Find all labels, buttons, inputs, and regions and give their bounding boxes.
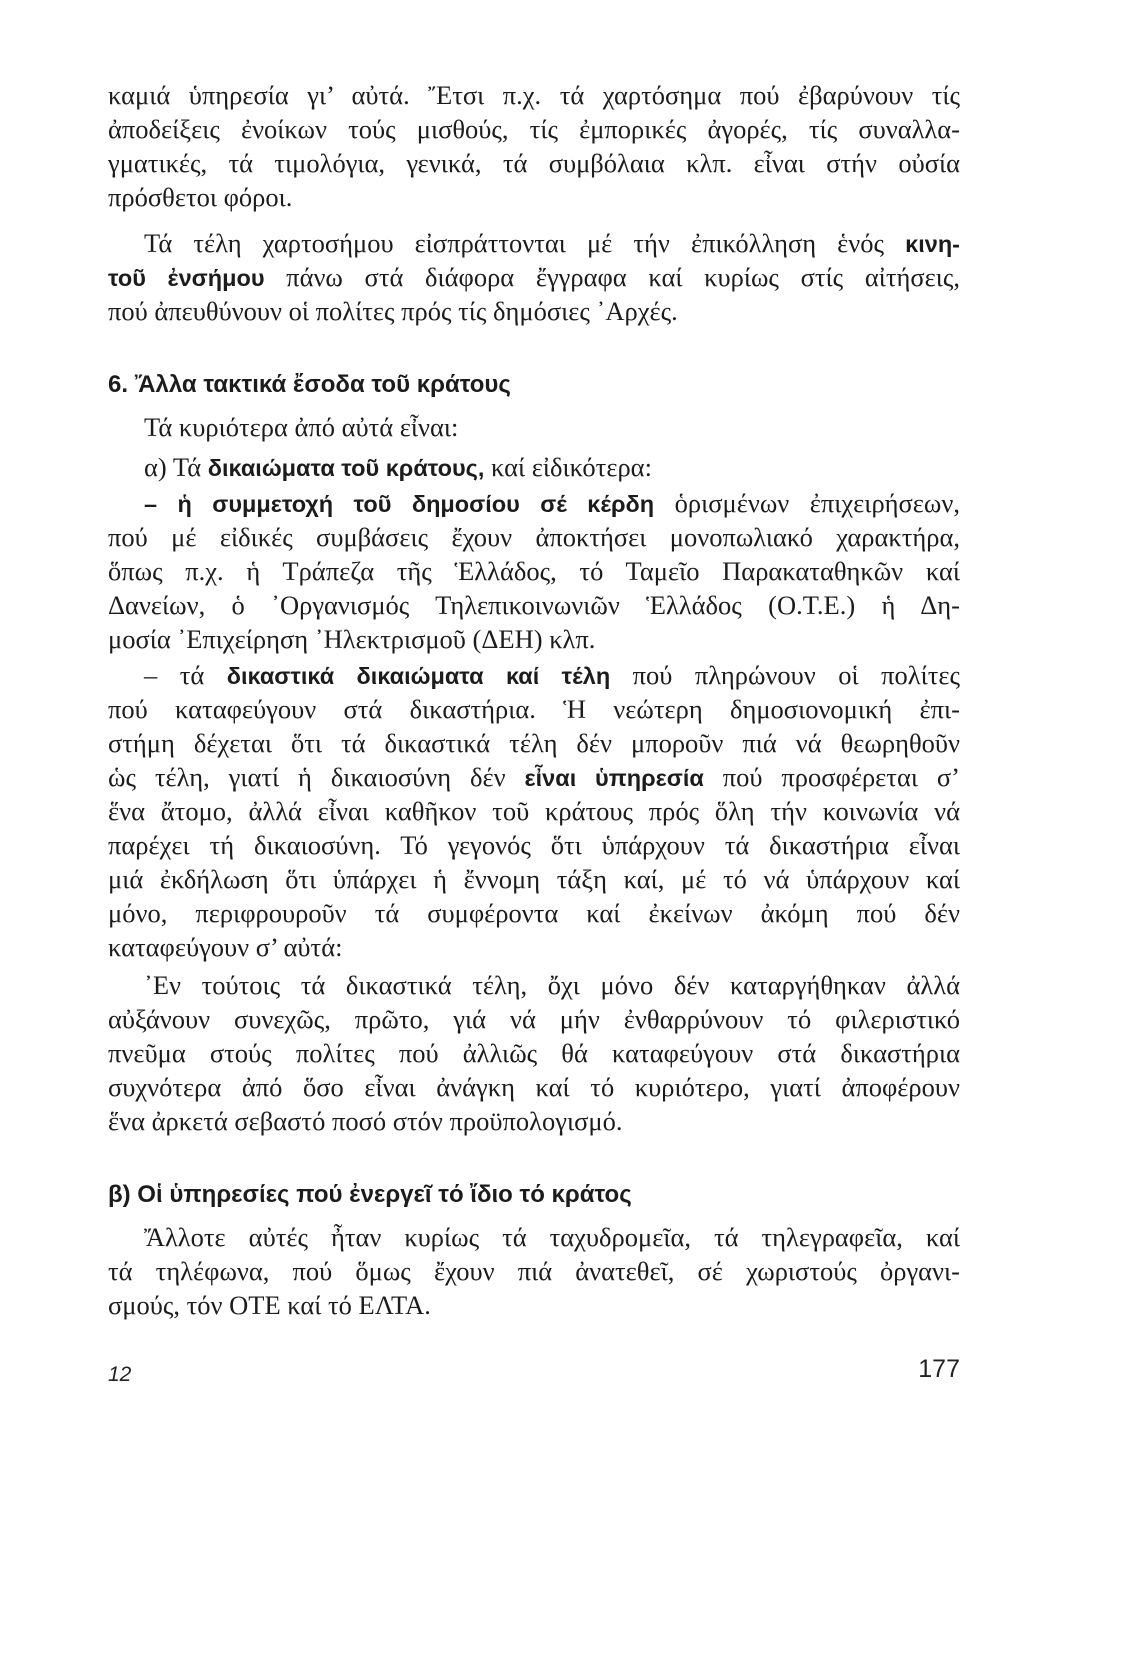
text-run: ὁρισμένων ἐπιχειρήσεων,: [654, 488, 960, 518]
text-line: [108, 486, 960, 520]
section-heading: β) Οἱ ὑπηρεσίες πού ἐνεργεῖ τό ἴδιο τό κράτος: [108, 1181, 632, 1208]
bold-term: κινη-: [905, 231, 961, 257]
text-line: καταφεύγουν σ’ αὐτά:: [108, 932, 343, 962]
text-run: α) Τά: [144, 452, 208, 482]
text-line: ἀποδείξεις ἐνοίκων τούς μισθούς, τίς ἐμπορικές ἀγορές, τίς συναλλα-: [108, 114, 960, 144]
text-line: πρόσθετοι φόροι.: [108, 182, 293, 212]
bold-term: – ἡ συμμετοχή τοῦ δημοσίου σέ κέρδη: [144, 491, 655, 517]
text-run: Τά τέλη χαρτοσήμου εἰσπράττονται μέ τήν ἐπικόλληση ἑνός: [144, 228, 885, 258]
text-line: Ἄλλοτε αὐτές ἦταν κυρίως τά ταχυδρομεῖα, τά τηλεγραφεῖα, καί: [144, 1222, 960, 1252]
text-line: παρέχει τή δικαιοσύνη. Τό γεγονός ὅτι ὑπάρχουν τά δικαστήρια εἶναι: [108, 830, 960, 860]
text-run: καί εἰδικότερα:: [484, 452, 652, 482]
text-line: [108, 658, 960, 692]
text-line: Τά κυριότερα ἀπό αὐτά εἶναι:: [144, 412, 459, 442]
page-signature-number: 12: [108, 1363, 132, 1386]
text-line: πού καταφεύγουν στά δικαστήρια. Ἡ νεώτερη δημοσιονομική ἐπι-: [108, 694, 960, 724]
text-line: αὐξάνουν συνεχῶς, πρῶτο, γιά νά μήν ἐνθαρρύνουν τό φιλεριστικό: [108, 1004, 960, 1034]
bold-term: δικαιώματα τοῦ κράτους,: [207, 455, 485, 481]
text-line: Δανείων, ὁ ᾿Οργανισμός Τηλεπικοινωνιῶν Ἑλλάδος (Ο.Τ.Ε.) ἡ Δη-: [108, 590, 960, 620]
text-line: [108, 760, 960, 794]
text-line: [108, 226, 960, 260]
section-heading: 6. Ἄλλα τακτικά ἔσοδα τοῦ κράτους: [108, 371, 511, 398]
text-run: πού προσφέρεται σ’: [703, 762, 960, 792]
text-line: ἕνα ἀρκετά σεβαστό ποσό στόν προϋπολογισμό.: [108, 1106, 623, 1136]
page-number: 177: [918, 1355, 960, 1383]
page-text: [108, 78, 960, 1678]
text-run: πάνω στά διάφορα ἔγγραφα καί κυρίως στίς αἰτήσεις,: [264, 262, 960, 292]
text-line: μόνο, περιφρουροῦν τά συμφέροντα καί ἐκείνων ἀκόμη πού δέν: [108, 898, 960, 928]
text-line: μιά ἐκδήλωση ὅτι ὑπάρχει ἡ ἔννομη τάξη καί, μέ τό νά ὑπάρχουν καί: [108, 864, 960, 894]
text-line: πνεῦμα στούς πολίτες πού ἀλλιῶς θά καταφεύγουν στά δικαστήρια: [108, 1038, 960, 1068]
text-line: ἕνα ἄτομο, ἀλλά εἶναι καθῆκον τοῦ κράτους πρός ὅλη τήν κοινωνία νά: [108, 796, 960, 826]
text-run: πού πληρώνουν οἱ πολίτες: [610, 660, 960, 690]
text-line: τά τηλέφωνα, πού ὅμως ἔχουν πιά ἀνατεθεῖ, σέ χωριστούς ὀργανι-: [108, 1256, 960, 1286]
text-line: καμιά ὑπηρεσία γι’ αὐτά. Ἔτσι π.χ. τά χαρτόσημα πού ἐβαρύνουν τίς: [108, 80, 960, 110]
text-line: πού ἀπευθύνουν οἱ πολίτες πρός τίς δημόσιες ᾿Αρχές.: [108, 296, 678, 326]
text-line: πού μέ εἰδικές συμβάσεις ἔχουν ἀποκτήσει μονοπωλιακό χαρακτήρα,: [108, 522, 960, 552]
text-line: συχνότερα ἀπό ὅσο εἶναι ἀνάγκη καί τό κυριότερο, γιατί ἀποφέρουν: [108, 1072, 960, 1102]
text-run: – τά: [144, 660, 227, 690]
text-line: γματικές, τά τιμολόγια, γενικά, τά συμβόλαια κλπ. εἶναι στήν οὐσία: [108, 148, 960, 178]
text-run: ὡς τέλη, γιατί ἡ δικαιοσύνη δέν: [108, 762, 525, 792]
text-line: στήμη δέχεται ὅτι τά δικαστικά τέλη δέν μποροῦν πιά νά θεωρηθοῦν: [108, 728, 960, 758]
bold-term: εἶναι ὑπηρεσία: [524, 765, 704, 791]
text-line: [108, 260, 960, 294]
text-line: [108, 450, 960, 484]
bold-term: δικαστικά δικαιώματα καί τέλη: [226, 663, 611, 689]
text-line: σμούς, τόν ΟΤΕ καί τό ΕΛΤΑ.: [108, 1290, 431, 1320]
text-line: μοσία ᾿Επιχείρηση ᾿Ηλεκτρισμοῦ (ΔΕΗ) κλπ.: [108, 624, 596, 654]
bold-term: τοῦ ἐνσήμου: [108, 265, 265, 291]
text-line: ὅπως π.χ. ἡ Τράπεζα τῆς Ἑλλάδος, τό Ταμεῖο Παρακαταθηκῶν καί: [108, 556, 960, 586]
text-line: ᾿Εν τούτοις τά δικαστικά τέλη, ὄχι μόνο δέν καταργήθηκαν ἀλλά: [144, 970, 960, 1000]
